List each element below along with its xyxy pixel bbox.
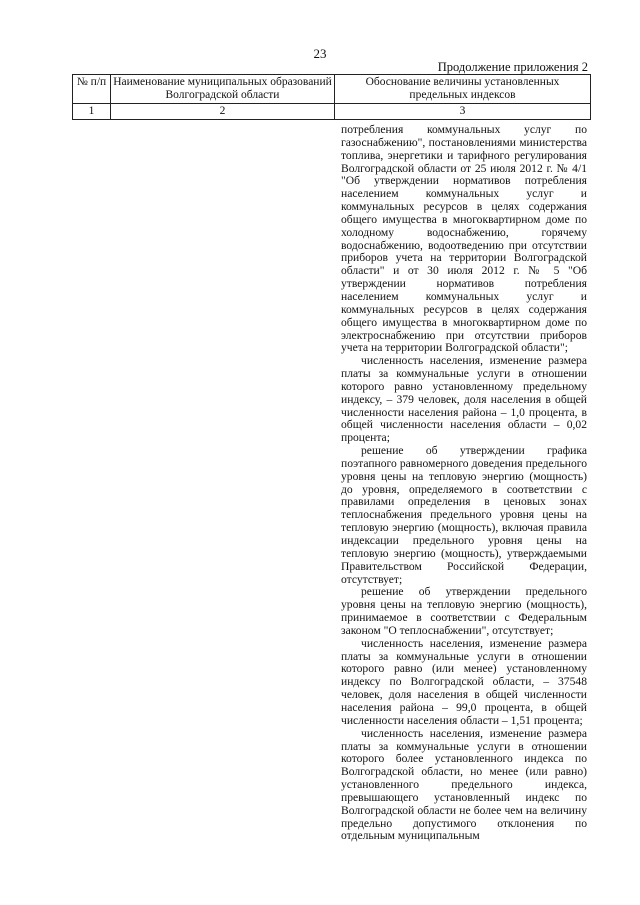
header-number-column: № п/п (73, 75, 111, 104)
table-header-row (73, 75, 591, 104)
paragraph: численность населения, изменение размера платы за коммунальные услуги в отношении которого более установленного индекса по Волгоградской области, но менее (или равно) установленного предельного индекса, превышающего установленный индекс по Волгоградской области не более чем на величину предельно допустимого отклонения по отдельным муниципальным (341, 726, 587, 843)
column-number-3: 3 (335, 104, 591, 120)
justification-text (341, 124, 587, 843)
page-number: 23 (313, 46, 327, 61)
paragraph: потребления коммунальных услуг по газоснабжению", постановлениями министерства топлива, энергетики и тарифного регулирования Волгоградской области от 25 июля 2012 г. № 4/1 "Об утверждении нормативов потребления населением коммунальных услуг и коммунальных ресурсов в целях содержания общего имущества в многоквартирном доме по холодному водоснабжению, горячему водоснабжению, водоотведению при отсутствии приборов учета на территории Волгоградской области" и от 30 июля 2012 г. № 5 "Об утверждении нормативов потребления населением коммунальных услуг и коммунальных ресурсов в целях содержания общего имущества в многоквартирном доме по электроснабжению при отсутствии приборов учета на территории Волгоградской области"; (341, 123, 587, 355)
header-municipality-column: Наименование муниципальных образований Волгоградской области (111, 75, 335, 104)
paragraph: решение об утверждении предельного уровня цены на тепловую энергию (мощность), принимаемое в соответствии с Федеральным законом "О теплоснабжении", отсутствует; (341, 585, 587, 637)
column-number-1: 1 (73, 104, 111, 120)
table-numbering-row (73, 104, 591, 120)
paragraph: решение об утверждении графика поэтапного равномерного доведения предельного уровня цены на тепловую энергию (мощность) до уровня, определяемого в соответствии с правилами определения в ценовых зонах теплоснабжения предельного уровня цены на тепловую энергию (мощность), включая правила индексации предельного уровня цены на тепловую энергию (мощность), утверждаемыми Правительством Российской Федерации, отсутствует; (341, 444, 587, 586)
column-number-2: 2 (111, 104, 335, 120)
appendix-table-header (72, 74, 591, 120)
paragraph: численность населения, изменение размера платы за коммунальные услуги в отношении которого равно (или менее) установленному индексу по Волгоградской области, – 37548 человек, доля населения в общей численности населения района – 99,0 процента, в общей численности населения области – 1,51 процента; (341, 636, 587, 727)
continuation-note: Продолжение приложения 2 (437, 60, 588, 74)
header-justification-column: Обоснование величины установленных предельных индексов (335, 75, 591, 104)
paragraph: численность населения, изменение размера платы за коммунальные услуги в отношении которого равно установленному предельному индексу, – 379 человек, доля населения в общей численности населения района – 1,0 процента, в общей численности населения области – 0,02 процента; (341, 354, 587, 445)
